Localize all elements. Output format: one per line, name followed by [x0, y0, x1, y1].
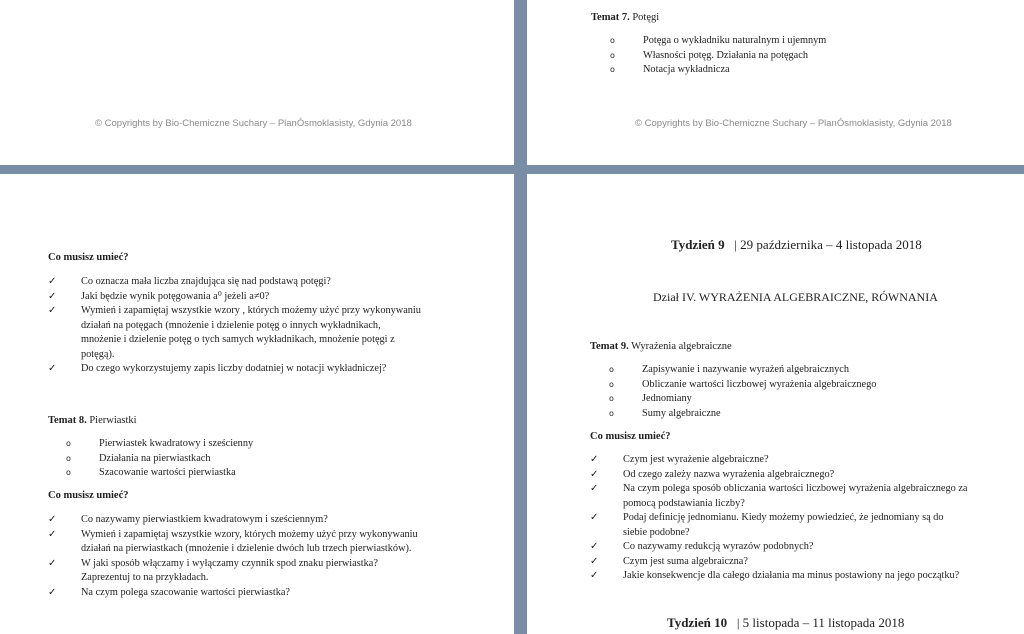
page-footer: © Copyrights by Bio-Chemiczne Suchary – PlanÓsmoklasisty, Gdynia 2018 — [95, 118, 412, 129]
list-item: ✓ Na czym polega sposób obliczania wartości liczbowej wyrażenia algebraicznego za pomocą podstawiania liczby? — [590, 483, 968, 509]
topic-8-list — [66, 437, 253, 481]
list-item: ✓ Czym jest wyrażenie algebraiczne? — [590, 453, 968, 468]
check-icon: ✓ — [590, 483, 599, 494]
check-icon: ✓ — [48, 363, 57, 374]
circle-bullet-icon: o — [610, 36, 615, 45]
document-page-bottom-right — [527, 174, 1024, 634]
list-item: ✓ Jaki będzie wynik potęgowania a⁰ jeżeli a≠0? — [48, 290, 421, 305]
list-item: o Sumy algebraiczne — [609, 407, 876, 422]
topic-8-heading — [48, 415, 137, 426]
list-item: ✓ Wymień i zapamiętaj wszystkie wzory , których możemy użyć przy wykonywaniu działań na potęgach (mnożenie i dzielenie potęg o innych wykładnikach, mnożenie i dzielenie potęg o tych samych wykładnikach, mnożenie potęgi z potęgą). — [48, 305, 421, 360]
check-icon: ✓ — [590, 454, 599, 465]
circle-bullet-icon: o — [609, 365, 614, 374]
week-9-heading — [671, 237, 922, 253]
section-heading: Co musisz umieć? — [590, 431, 671, 442]
topic-9-label: Temat 9. — [590, 341, 629, 352]
list-item: ✓ W jaki sposób włączamy i wyłączamy czynnik spod znaku pierwiastka? Zaprezentuj to na przykładach. — [48, 557, 378, 583]
skills-list-powers — [48, 275, 421, 377]
list-item: o Własności potęg. Działania na potęgach — [610, 49, 826, 64]
week-10-dates: | 5 listopada – 11 listopada 2018 — [736, 615, 905, 630]
document-page-top-left — [0, 0, 514, 165]
week-10-label: Tydzień 10 — [667, 615, 728, 630]
topic-8-label: Temat 8. — [48, 415, 87, 426]
topic-7-list — [610, 34, 826, 78]
check-icon: ✓ — [48, 586, 57, 598]
check-icon: ✓ — [48, 305, 57, 316]
chapter-heading: Dział IV. WYRAŻENIA ALGEBRAICZNE, RÓWNANIA — [653, 290, 938, 304]
circle-bullet-icon: o — [610, 65, 615, 74]
topic-7-heading — [591, 12, 659, 23]
topic-9-title: Wyrażenia algebraiczne — [631, 341, 732, 352]
list-item: o Potęga o wykładniku naturalnym i ujemnym — [610, 34, 826, 49]
topic-7-title: Potęgi — [632, 12, 660, 23]
check-icon: ✓ — [48, 528, 57, 540]
week-10-heading — [667, 615, 904, 631]
circle-bullet-icon: o — [609, 408, 614, 418]
week-9-label: Tydzień 9 — [671, 237, 725, 252]
list-item: o Szacowanie wartości pierwiastka — [66, 466, 253, 481]
circle-bullet-icon: o — [66, 453, 71, 463]
check-icon: ✓ — [48, 290, 57, 302]
skills-list-roots — [48, 513, 418, 600]
document-page-top-right — [527, 0, 1024, 165]
check-icon: ✓ — [590, 512, 599, 523]
check-icon: ✓ — [590, 541, 599, 552]
list-item: o Działania na pierwiastkach — [66, 452, 253, 467]
list-item: o Zapisywanie i nazywanie wyrażeń algebraicznych — [609, 363, 876, 378]
document-page-bottom-left — [0, 174, 514, 634]
list-item: o Jednomiany — [609, 392, 876, 407]
list-item: ✓ Czym jest suma algebraiczna? — [590, 555, 968, 570]
list-item: ✓ Wymień i zapamiętaj wszystkie wzory, których możemy użyć przy wykonywaniu działań na pierwiastkach (mnożenie i dzielenie dwóch lub trzech pierwiastków). — [48, 528, 418, 554]
circle-bullet-icon: o — [609, 394, 614, 403]
list-item: ✓ Do czego wykorzystujemy zapis liczby dodatniej w notacji wykładniczej? — [48, 362, 421, 377]
topic-9-list — [609, 363, 876, 421]
list-item: ✓ Jakie konsekwencje dla całego działania ma minus postawiony na jego początku? — [590, 569, 968, 584]
check-icon: ✓ — [590, 468, 599, 480]
list-item: o Notacja wykładnicza — [610, 63, 826, 78]
circle-bullet-icon: o — [66, 439, 71, 448]
check-icon: ✓ — [48, 514, 57, 525]
page-footer: © Copyrights by Bio-Chemiczne Suchary – PlanÓsmoklasisty, Gdynia 2018 — [635, 118, 952, 129]
check-icon: ✓ — [48, 557, 57, 569]
topic-7-label: Temat 7. — [591, 12, 630, 23]
week-9-dates: | 29 października – 4 listopada 2018 — [734, 237, 922, 252]
list-item: o Pierwiastek kwadratowy i sześcienny — [66, 437, 253, 452]
check-icon: ✓ — [590, 555, 599, 567]
list-item: ✓ Na czym polega szacowanie wartości pierwiastka? — [48, 586, 418, 601]
list-item: ✓ Co nazywamy redukcją wyrazów podobnych? — [590, 540, 968, 555]
circle-bullet-icon: o — [66, 468, 71, 477]
list-item: ✓ Od czego zależy nazwa wyrażenia algebraicznego? — [590, 468, 968, 483]
topic-9-heading — [590, 341, 732, 352]
circle-bullet-icon: o — [610, 50, 615, 60]
list-item: ✓ Podaj definicję jednomianu. Kiedy możemy powiedzieć, że jednomiany są do siebie podobne? — [590, 512, 944, 538]
section-heading: Co musisz umieć? — [48, 252, 129, 263]
list-item: ✓ Co nazywamy pierwiastkiem kwadratowym i sześciennym? — [48, 513, 418, 528]
list-item: ✓ Co oznacza mała liczba znajdująca się nad podstawą potęgi? — [48, 275, 421, 290]
section-heading: Co musisz umieć? — [48, 490, 129, 501]
check-icon: ✓ — [48, 276, 57, 287]
skills-list-algebra — [590, 453, 968, 584]
topic-8-title: Pierwiastki — [89, 415, 137, 426]
check-icon: ✓ — [590, 570, 599, 581]
list-item: o Obliczanie wartości liczbowej wyrażenia algebraicznego — [609, 378, 876, 393]
circle-bullet-icon: o — [609, 379, 614, 389]
